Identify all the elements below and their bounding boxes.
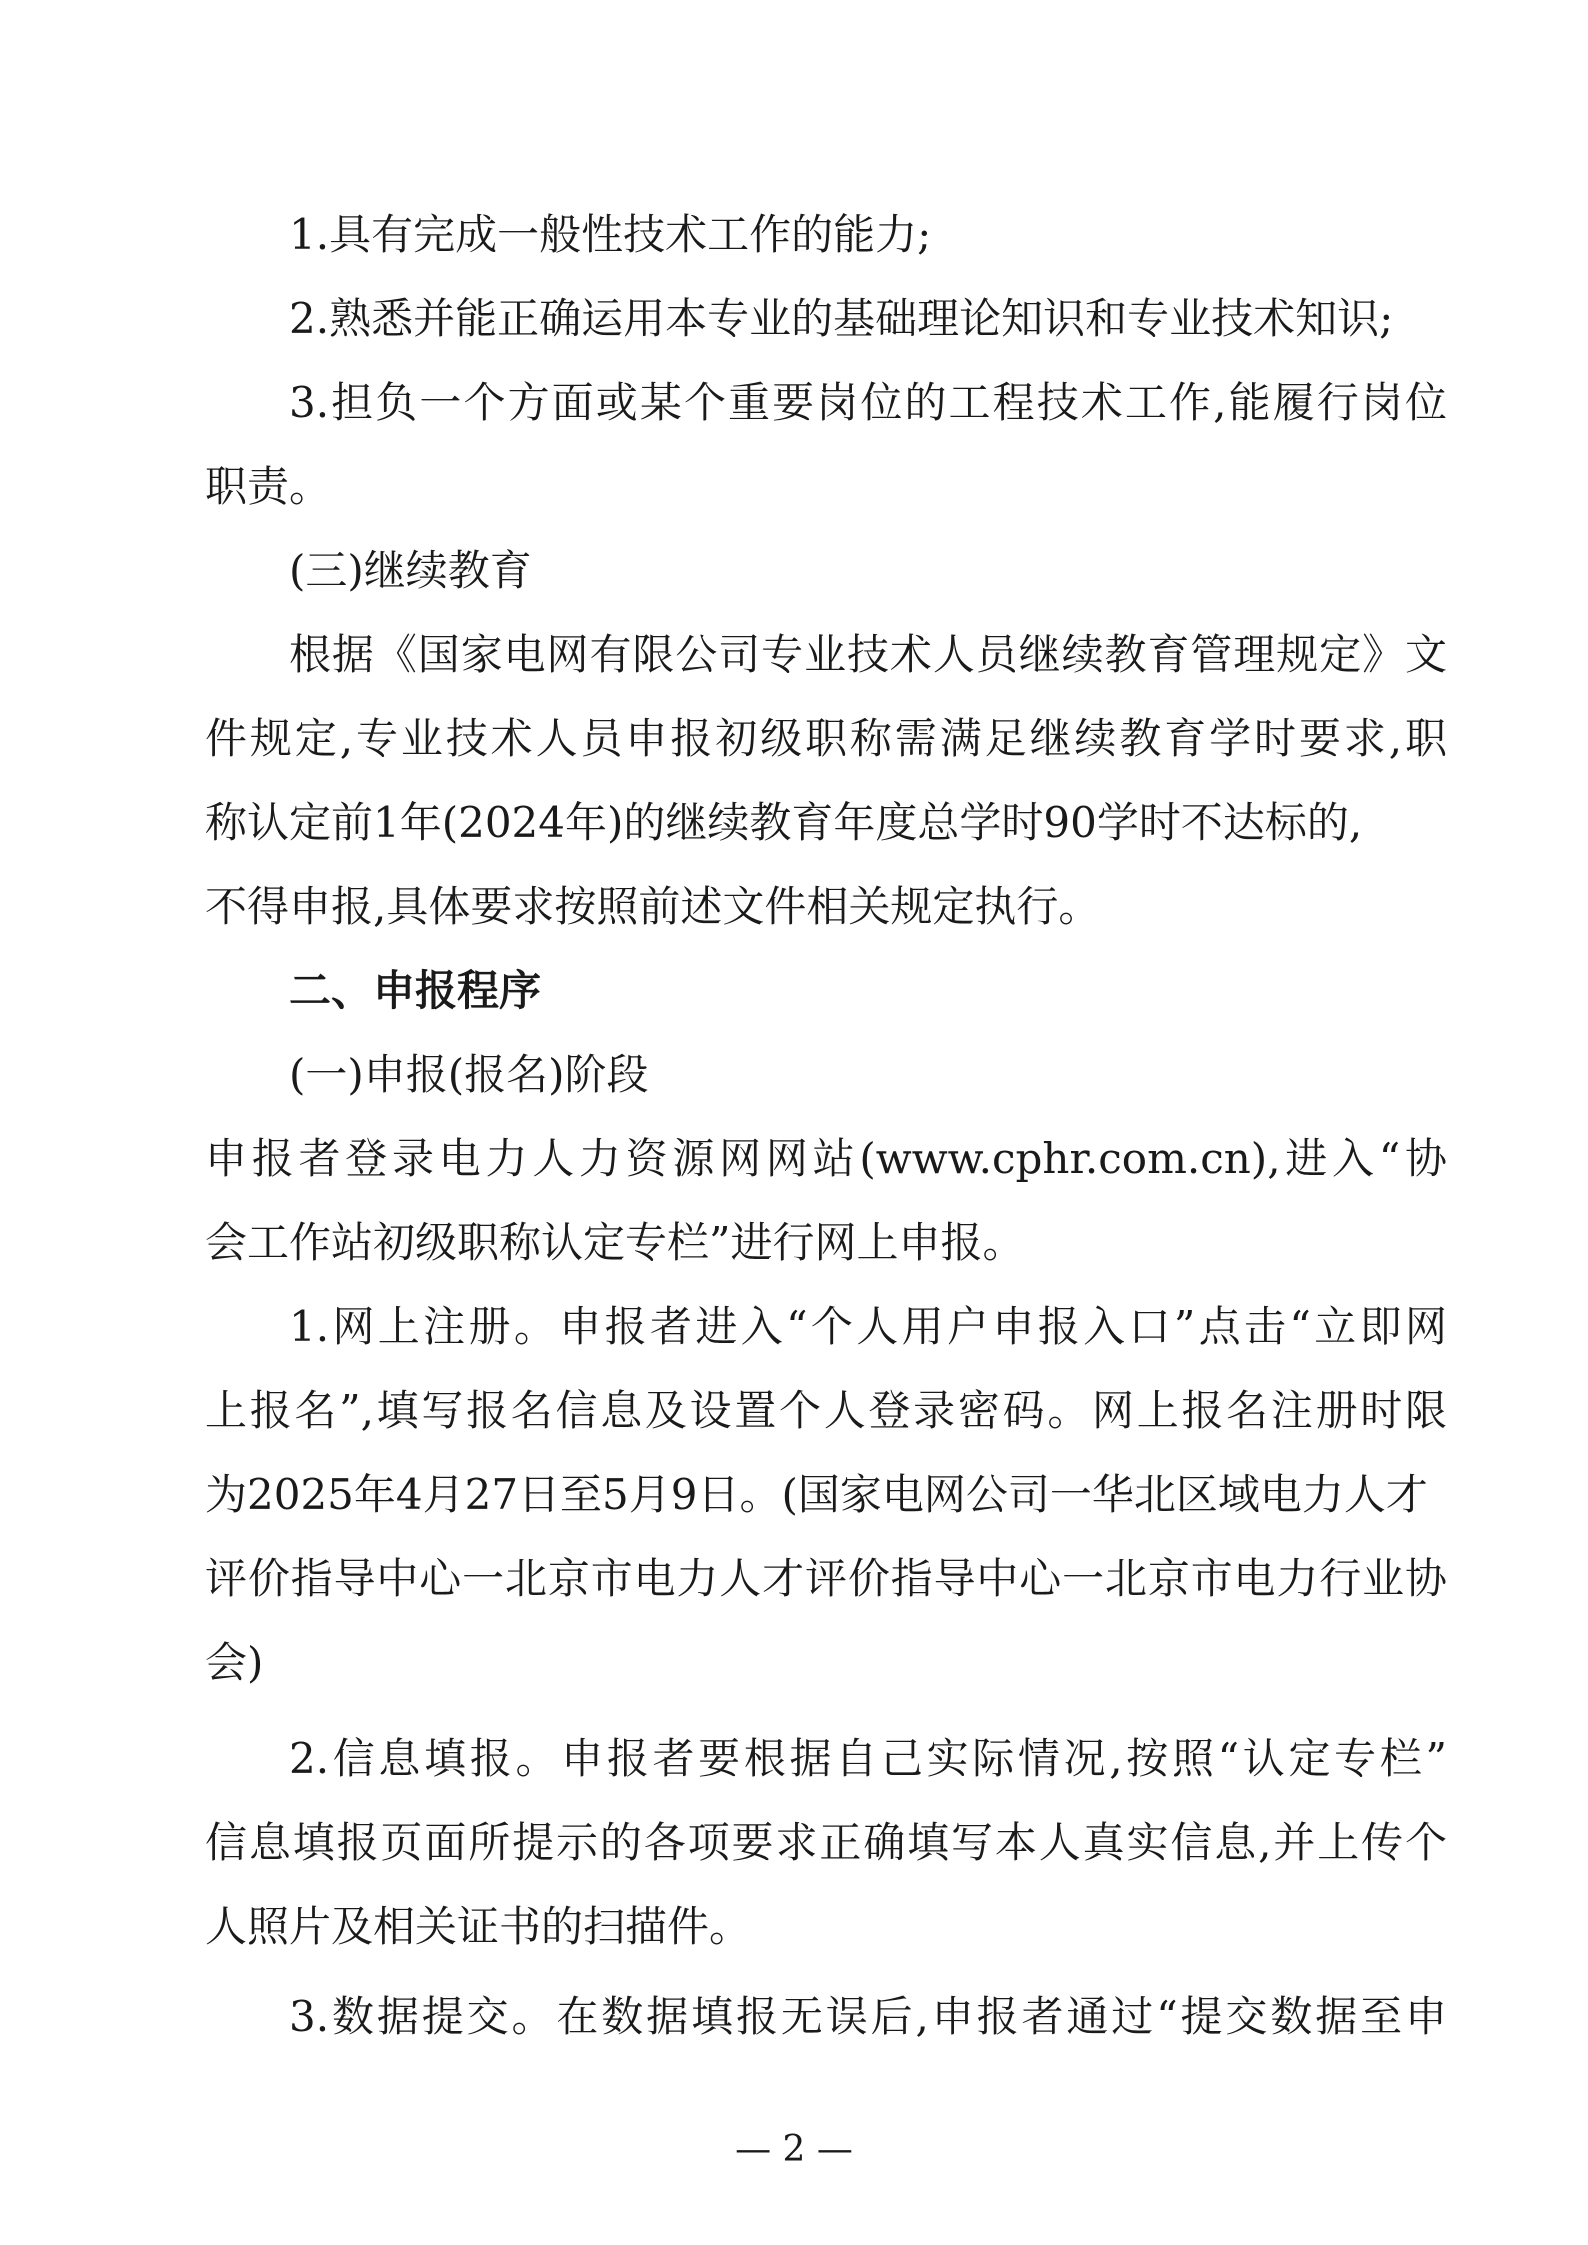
paragraph-line: 会) <box>205 1638 264 1687</box>
paragraph-line: 申报者登录电力人力资源网网站(www.cphr.com.cn),进入“协 <box>205 1134 1447 1183</box>
paragraph-line: 评价指导中心一北京市电力人才评价指导中心一北京市电力行业协 <box>205 1554 1447 1603</box>
requirement-item-2: 2.熟悉并能正确运用本专业的基础理论知识和专业技术知识; <box>289 294 1394 343</box>
section-heading-application-procedure: 二、申报程序 <box>289 966 542 1015</box>
paragraph-line: 上报名”,填写报名信息及设置个人登录密码。网上报名注册时限 <box>205 1386 1447 1435</box>
requirement-item-3: 3.担负一个方面或某个重要岗位的工程技术工作,能履行岗位 <box>289 378 1447 427</box>
subsection-heading-registration-stage: (一)申报(报名)阶段 <box>289 1050 649 1099</box>
paragraph-line: 为2025年4月27日至5月9日。(国家电网公司一华北区域电力人才 <box>205 1470 1428 1519</box>
paragraph-line: 信息填报页面所提示的各项要求正确填写本人真实信息,并上传个 <box>205 1818 1447 1867</box>
paragraph-line: 人照片及相关证书的扫描件。 <box>205 1902 752 1951</box>
step-online-registration: 1.网上注册。申报者进入“个人用户申报入口”点击“立即网 <box>289 1302 1447 1351</box>
paragraph-line: 根据《国家电网有限公司专业技术人员继续教育管理规定》文 <box>289 630 1447 679</box>
paragraph-line: 会工作站初级职称认定专栏”进行网上申报。 <box>205 1218 1025 1267</box>
requirement-item-3-cont: 职责。 <box>205 462 332 511</box>
page-number: — 2 — <box>735 2129 853 2170</box>
paragraph-line: 件规定,专业技术人员申报初级职称需满足继续教育学时要求,职 <box>205 714 1447 763</box>
step-data-submission: 3.数据提交。在数据填报无误后,申报者通过“提交数据至申 <box>289 1992 1447 2041</box>
requirement-item-1: 1.具有完成一般性技术工作的能力; <box>289 210 932 259</box>
step-information-filling: 2.信息填报。申报者要根据自己实际情况,按照“认定专栏” <box>289 1734 1447 1783</box>
section-heading-continuing-education: (三)继续教育 <box>289 546 532 595</box>
paragraph-line: 称认定前1年(2024年)的继续教育年度总学时90学时不达标的, <box>205 798 1363 847</box>
paragraph-line: 不得申报,具体要求按照前述文件相关规定执行。 <box>205 882 1101 931</box>
